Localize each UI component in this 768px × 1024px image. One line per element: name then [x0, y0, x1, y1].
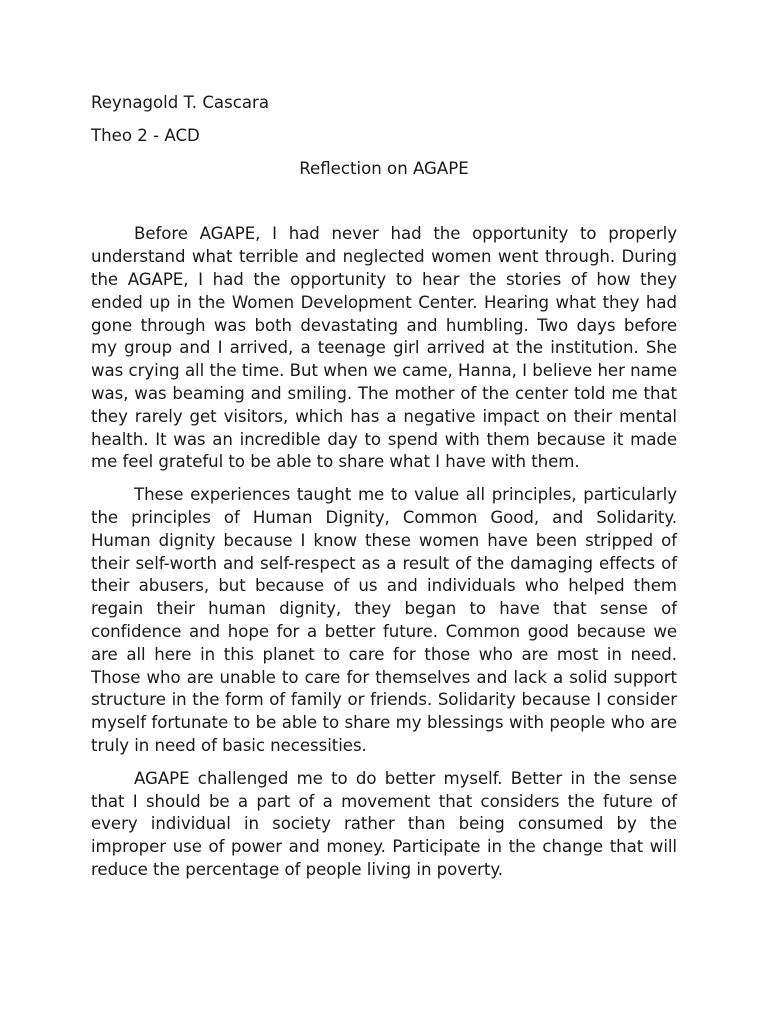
course-code: Theo 2 - ACD — [91, 125, 200, 145]
paragraph-1: Before AGAPE, I had never had the opportunity to properly understand what terrible and neglected women went through. During the AGAPE, I had the opportunity to hear the stories of how they ended up in the Women Development Center. Hearing what they had gone through was both devastating and humbling. Two days before my group and I arrived, a teenage girl arrived at the institution. She was crying all the time. But when we came, Hanna, I believe her name was, was beaming and smiling. The mother of the center told me that they rarely get visitors, which has a negative impact on their mental health. It was an incredible day to spend with them because it made me feel grateful to be able to share what I have with them. — [91, 224, 677, 472]
paragraph-2: These experiences taught me to value all principles, particularly the principles of Human Dignity, Common Good, and Solidarity. Human dignity because I know these women have been stripped of their self-worth and self-respect as a result of the damaging effects of their abusers, but because of us and individuals who helped them regain their human dignity, they began to have that sense of confidence and hope for a better future. Common good because we are all here in this planet to care for those who are most in need. Those who are unable to care for themselves and lack a solid support structure in the form of family or friends. Solidarity because I consider myself fortunate to be able to share my blessings with people who are truly in need of basic necessities. — [91, 485, 677, 755]
document-page — [91, 92, 677, 892]
paragraph-3: AGAPE challenged me to do better myself. Better in the sense that I should be a part of a movement that considers the future of every individual in society rather than being consumed by the improper use of power and money. Participate in the change that will reduce the percentage of people living in poverty. — [91, 768, 677, 879]
author-name: Reynagold T. Cascara — [91, 93, 270, 112]
document-title: Reflection on AGAPE — [299, 158, 469, 178]
